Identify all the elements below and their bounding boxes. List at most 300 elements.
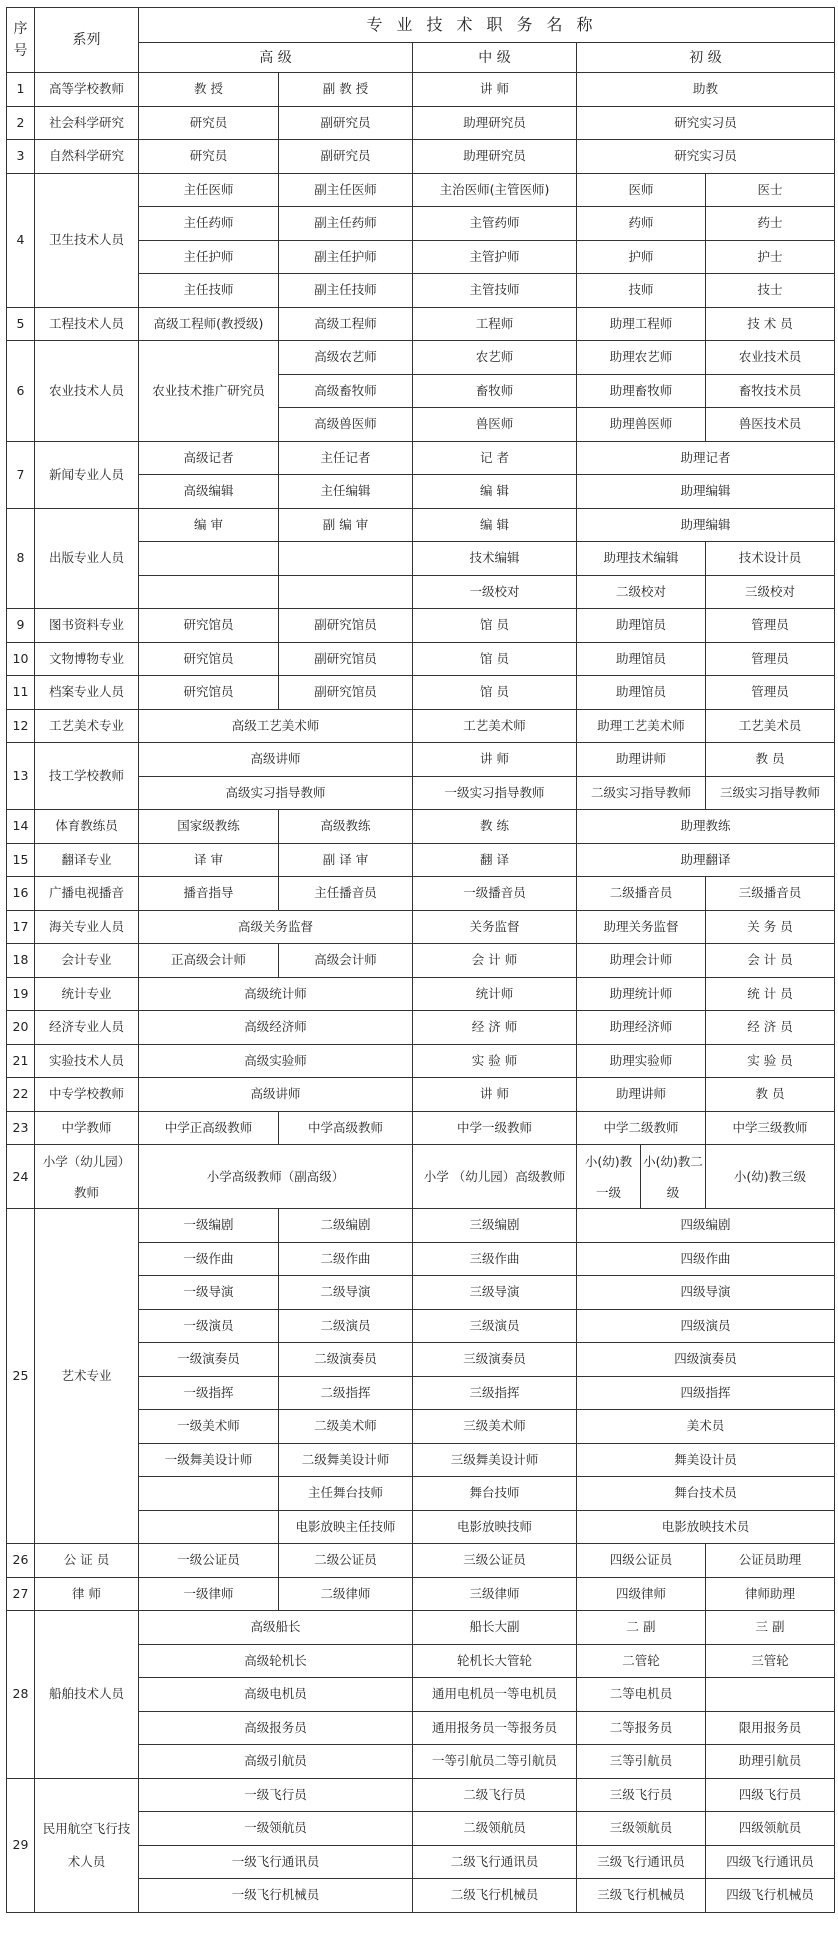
cell: 农业技术推广研究员 [139, 341, 279, 442]
cell: 四级飞行机械员 [706, 1879, 835, 1913]
cell: 工程师 [413, 307, 577, 341]
cell: 兽医师 [413, 408, 577, 442]
table-row [7, 441, 835, 475]
row-no: 17 [7, 910, 35, 944]
cell: 船长大副 [413, 1611, 577, 1645]
cell: 三级实习指导教师 [706, 776, 835, 810]
cell: 教 员 [706, 1078, 835, 1112]
cell: 轮机长大管轮 [413, 1644, 577, 1678]
cell: 二级演员 [279, 1309, 413, 1343]
cell: 副研究馆员 [279, 642, 413, 676]
cell: 播音指导 [139, 877, 279, 911]
cell: 三级飞行通讯员 [577, 1845, 706, 1879]
cell: 三级舞美设计师 [413, 1443, 577, 1477]
row-series: 自然科学研究 [35, 140, 139, 174]
table-row [7, 642, 835, 676]
cell: 主管药师 [413, 207, 577, 241]
cell: 二等电机员 [577, 1678, 706, 1712]
cell: 通用报务员一等报务员 [413, 1711, 577, 1745]
row-series: 中学教师 [35, 1111, 139, 1145]
row-no: 6 [7, 341, 35, 442]
cell: 律师助理 [706, 1577, 835, 1611]
cell: 四级导演 [577, 1276, 835, 1310]
row-no: 18 [7, 944, 35, 978]
cell: 主任技师 [139, 274, 279, 308]
row-no: 4 [7, 173, 35, 307]
table-row [7, 307, 835, 341]
cell: 助理经济师 [577, 1011, 706, 1045]
cell: 馆 员 [413, 642, 577, 676]
cell: 小学高级教师（副高级） [139, 1145, 413, 1209]
cell: 二级校对 [577, 575, 706, 609]
cell: 主治医师(主管医师) [413, 173, 577, 207]
cell: 二 副 [577, 1611, 706, 1645]
cell: 中学三级教师 [706, 1111, 835, 1145]
table-row [7, 73, 835, 107]
cell: 高级轮机长 [139, 1644, 413, 1678]
row-no: 10 [7, 642, 35, 676]
empty-cell [279, 542, 413, 576]
cell: 教 授 [139, 73, 279, 107]
row-series: 高等学校教师 [35, 73, 139, 107]
table-row [7, 140, 835, 174]
cell: 二等报务员 [577, 1711, 706, 1745]
cell: 研究实习员 [577, 106, 835, 140]
cell: 三级领航员 [577, 1812, 706, 1846]
table-row [7, 910, 835, 944]
cell: 工艺美术师 [413, 709, 577, 743]
row-series: 实验技术人员 [35, 1044, 139, 1078]
cell: 正高级会计师 [139, 944, 279, 978]
row-no: 28 [7, 1611, 35, 1779]
row-no: 21 [7, 1044, 35, 1078]
table-row [7, 1011, 835, 1045]
cell: 技术设计员 [706, 542, 835, 576]
cell: 小(幼)教一级 [577, 1145, 641, 1209]
cell: 副主任技师 [279, 274, 413, 308]
cell: 三级飞行员 [577, 1778, 706, 1812]
cell: 电影放映技师 [413, 1510, 577, 1544]
table-row [7, 508, 835, 542]
cell: 编 审 [139, 508, 279, 542]
cell: 主任医师 [139, 173, 279, 207]
cell: 研究馆员 [139, 609, 279, 643]
row-no: 9 [7, 609, 35, 643]
cell: 护师 [577, 240, 706, 274]
cell: 三级作曲 [413, 1242, 577, 1276]
cell: 护士 [706, 240, 835, 274]
cell: 助理统计师 [577, 977, 706, 1011]
table-row [7, 743, 835, 777]
cell: 研究实习员 [577, 140, 835, 174]
cell: 中学正高级教师 [139, 1111, 279, 1145]
row-no: 24 [7, 1145, 35, 1209]
cell: 一级领航员 [139, 1812, 413, 1846]
row-series: 农业技术人员 [35, 341, 139, 442]
cell: 三级播音员 [706, 877, 835, 911]
cell: 高级讲师 [139, 1078, 413, 1112]
row-series: 卫生技术人员 [35, 173, 139, 307]
row-no: 23 [7, 1111, 35, 1145]
row-series: 广播电视播音 [35, 877, 139, 911]
row-no: 25 [7, 1209, 35, 1544]
table-row [7, 843, 835, 877]
cell: 二级律师 [279, 1577, 413, 1611]
table-row [7, 1111, 835, 1145]
cell: 副 教 授 [279, 73, 413, 107]
cell: 四级演奏员 [577, 1343, 835, 1377]
cell: 高级经济师 [139, 1011, 413, 1045]
cell: 助理技术编辑 [577, 542, 706, 576]
row-series: 体育教练员 [35, 810, 139, 844]
cell: 四级领航员 [706, 1812, 835, 1846]
cell: 高级统计师 [139, 977, 413, 1011]
cell: 一级公证员 [139, 1544, 279, 1578]
cell: 药士 [706, 207, 835, 241]
cell: 助理讲师 [577, 743, 706, 777]
cell: 主任护师 [139, 240, 279, 274]
row-series: 工艺美术专业 [35, 709, 139, 743]
cell: 二级公证员 [279, 1544, 413, 1578]
cell: 高级畜牧师 [279, 374, 413, 408]
cell: 二级实习指导教师 [577, 776, 706, 810]
empty-cell [139, 542, 279, 576]
row-series: 统计专业 [35, 977, 139, 1011]
cell: 一级演员 [139, 1309, 279, 1343]
cell: 副研究馆员 [279, 676, 413, 710]
row-series: 翻译专业 [35, 843, 139, 877]
cell: 高级报务员 [139, 1711, 413, 1745]
cell: 助理编辑 [577, 508, 835, 542]
cell: 研究馆员 [139, 642, 279, 676]
cell: 中学二级教师 [577, 1111, 706, 1145]
cell: 助理实验师 [577, 1044, 706, 1078]
cell: 讲 师 [413, 73, 577, 107]
cell: 限用报务员 [706, 1711, 835, 1745]
cell: 小(幼)教二级 [641, 1145, 706, 1209]
table-row [7, 944, 835, 978]
cell: 电影放映主任技师 [279, 1510, 413, 1544]
cell: 主管技师 [413, 274, 577, 308]
cell: 一级飞行通讯员 [139, 1845, 413, 1879]
cell: 讲 师 [413, 1078, 577, 1112]
table-row [7, 1044, 835, 1078]
cell: 统 计 员 [706, 977, 835, 1011]
empty-cell [139, 575, 279, 609]
cell: 助理馆员 [577, 642, 706, 676]
header-row [7, 8, 835, 43]
table-row [7, 676, 835, 710]
row-no: 8 [7, 508, 35, 609]
cell: 三级飞行机械员 [577, 1879, 706, 1913]
cell: 助理编辑 [577, 475, 835, 509]
row-no: 16 [7, 877, 35, 911]
cell: 二管轮 [577, 1644, 706, 1678]
cell: 高级讲师 [139, 743, 413, 777]
cell: 小(幼)教三级 [706, 1145, 835, 1209]
cell: 馆 员 [413, 676, 577, 710]
cell: 四级飞行员 [706, 1778, 835, 1812]
cell: 助理工艺美术师 [577, 709, 706, 743]
cell: 二级舞美设计师 [279, 1443, 413, 1477]
cell: 医师 [577, 173, 706, 207]
cell: 研究员 [139, 140, 279, 174]
cell: 小学 （幼儿园）高级教师 [413, 1145, 577, 1209]
cell: 三级编剧 [413, 1209, 577, 1243]
table-row [7, 1577, 835, 1611]
cell: 三管轮 [706, 1644, 835, 1678]
cell [139, 1510, 279, 1544]
row-series: 经济专业人员 [35, 1011, 139, 1045]
cell: 二级作曲 [279, 1242, 413, 1276]
cell: 助理关务监督 [577, 910, 706, 944]
cell: 助理馆员 [577, 609, 706, 643]
cell: 助理会计师 [577, 944, 706, 978]
cell: 一级实习指导教师 [413, 776, 577, 810]
cell: 四级指挥 [577, 1376, 835, 1410]
table-row [7, 1544, 835, 1578]
cell: 主任记者 [279, 441, 413, 475]
cell: 美术员 [577, 1410, 835, 1444]
cell: 研究馆员 [139, 676, 279, 710]
cell: 编 辑 [413, 508, 577, 542]
cell: 一级导演 [139, 1276, 279, 1310]
header-middle: 中 级 [413, 43, 577, 73]
cell: 一级舞美设计师 [139, 1443, 279, 1477]
cell: 助理教练 [577, 810, 835, 844]
cell: 经 济 师 [413, 1011, 577, 1045]
cell: 四级公证员 [577, 1544, 706, 1578]
cell: 二级美术师 [279, 1410, 413, 1444]
header-title: 专业技术职务名称 [139, 8, 835, 43]
row-no: 22 [7, 1078, 35, 1112]
cell: 二级飞行机械员 [413, 1879, 577, 1913]
cell: 高级实习指导教师 [139, 776, 413, 810]
cell: 中学一级教师 [413, 1111, 577, 1145]
table-row [7, 709, 835, 743]
cell: 技士 [706, 274, 835, 308]
row-series: 文物博物专业 [35, 642, 139, 676]
cell: 高级船长 [139, 1611, 413, 1645]
cell: 高级兽医师 [279, 408, 413, 442]
cell: 农艺师 [413, 341, 577, 375]
cell: 副 译 审 [279, 843, 413, 877]
cell: 四级作曲 [577, 1242, 835, 1276]
cell: 高级引航员 [139, 1745, 413, 1779]
row-no: 13 [7, 743, 35, 810]
cell: 助理翻译 [577, 843, 835, 877]
table-row [7, 1145, 835, 1209]
row-series: 技工学校教师 [35, 743, 139, 810]
cell: 药师 [577, 207, 706, 241]
row-no: 19 [7, 977, 35, 1011]
cell: 二级编剧 [279, 1209, 413, 1243]
cell: 主任药师 [139, 207, 279, 241]
cell: 三 副 [706, 1611, 835, 1645]
cell: 二级领航员 [413, 1812, 577, 1846]
cell [706, 1678, 835, 1712]
cell: 管理员 [706, 609, 835, 643]
cell: 三级演员 [413, 1309, 577, 1343]
cell: 二级飞行通讯员 [413, 1845, 577, 1879]
cell: 副研究员 [279, 140, 413, 174]
cell: 一级飞行机械员 [139, 1879, 413, 1913]
cell: 舞台技师 [413, 1477, 577, 1511]
cell: 助理畜牧师 [577, 374, 706, 408]
row-series: 档案专业人员 [35, 676, 139, 710]
cell: 一级美术师 [139, 1410, 279, 1444]
row-no: 29 [7, 1778, 35, 1912]
row-no: 27 [7, 1577, 35, 1611]
cell: 讲 师 [413, 743, 577, 777]
cell: 三级律师 [413, 1577, 577, 1611]
cell: 一级指挥 [139, 1376, 279, 1410]
cell: 畜牧技术员 [706, 374, 835, 408]
cell: 经 济 员 [706, 1011, 835, 1045]
cell: 副主任护师 [279, 240, 413, 274]
cell: 一级作曲 [139, 1242, 279, 1276]
cell: 助理兽医师 [577, 408, 706, 442]
table-row [7, 1611, 835, 1645]
cell: 助教 [577, 73, 835, 107]
cell: 一级演奏员 [139, 1343, 279, 1377]
cell: 助理讲师 [577, 1078, 706, 1112]
cell: 教 练 [413, 810, 577, 844]
row-series: 海关专业人员 [35, 910, 139, 944]
cell: 研究员 [139, 106, 279, 140]
empty-cell [279, 575, 413, 609]
cell: 译 审 [139, 843, 279, 877]
cell: 管理员 [706, 642, 835, 676]
cell: 农业技术员 [706, 341, 835, 375]
cell: 一级律师 [139, 1577, 279, 1611]
cell: 馆 员 [413, 609, 577, 643]
row-series: 民用航空飞行技术人员 [35, 1778, 139, 1912]
cell: 高级工艺美术师 [139, 709, 413, 743]
row-series: 新闻专业人员 [35, 441, 139, 508]
cell: 关 务 员 [706, 910, 835, 944]
cell: 四级编剧 [577, 1209, 835, 1243]
cell: 副 编 审 [279, 508, 413, 542]
cell: 兽医技术员 [706, 408, 835, 442]
cell: 高级工程师(教授级) [139, 307, 279, 341]
cell: 舞台技术员 [577, 1477, 835, 1511]
row-series: 出版专业人员 [35, 508, 139, 609]
cell: 主任舞台技师 [279, 1477, 413, 1511]
cell: 副研究员 [279, 106, 413, 140]
cell: 三级演奏员 [413, 1343, 577, 1377]
cell: 三级美术师 [413, 1410, 577, 1444]
cell: 副主任药师 [279, 207, 413, 241]
table-row [7, 1078, 835, 1112]
cell: 二级演奏员 [279, 1343, 413, 1377]
table-row [7, 1209, 835, 1243]
row-series: 会计专业 [35, 944, 139, 978]
cell: 二级飞行员 [413, 1778, 577, 1812]
table-row [7, 609, 835, 643]
cell: 高级会计师 [279, 944, 413, 978]
cell: 畜牧师 [413, 374, 577, 408]
cell: 管理员 [706, 676, 835, 710]
table-row [7, 173, 835, 207]
cell: 三级校对 [706, 575, 835, 609]
cell: 实 验 员 [706, 1044, 835, 1078]
cell: 二级播音员 [577, 877, 706, 911]
cell: 国家级教练 [139, 810, 279, 844]
cell: 高级电机员 [139, 1678, 413, 1712]
row-no: 5 [7, 307, 35, 341]
cell: 技术编辑 [413, 542, 577, 576]
table-row [7, 341, 835, 375]
row-no: 12 [7, 709, 35, 743]
header-senior: 高 级 [139, 43, 413, 73]
cell: 电影放映技术员 [577, 1510, 835, 1544]
row-no: 3 [7, 140, 35, 174]
table-row [7, 106, 835, 140]
cell: 教 员 [706, 743, 835, 777]
cell: 一级播音员 [413, 877, 577, 911]
cell: 公证员助理 [706, 1544, 835, 1578]
row-series: 公 证 员 [35, 1544, 139, 1578]
row-no: 7 [7, 441, 35, 508]
cell: 技师 [577, 274, 706, 308]
row-no: 15 [7, 843, 35, 877]
row-series: 小学（幼儿园）教师 [35, 1145, 139, 1209]
cell: 四级律师 [577, 1577, 706, 1611]
cell: 一级飞行员 [139, 1778, 413, 1812]
cell: 副主任医师 [279, 173, 413, 207]
cell: 舞美设计员 [577, 1443, 835, 1477]
cell: 高级实验师 [139, 1044, 413, 1078]
cell: 高级农艺师 [279, 341, 413, 375]
cell: 高级编辑 [139, 475, 279, 509]
cell: 助理研究员 [413, 106, 577, 140]
table-row [7, 810, 835, 844]
cell: 三级指挥 [413, 1376, 577, 1410]
cell: 四级演员 [577, 1309, 835, 1343]
row-no: 11 [7, 676, 35, 710]
cell: 通用电机员一等电机员 [413, 1678, 577, 1712]
header-junior: 初 级 [577, 43, 835, 73]
cell: 技 术 员 [706, 307, 835, 341]
row-series: 中专学校教师 [35, 1078, 139, 1112]
cell: 三级公证员 [413, 1544, 577, 1578]
cell: 主任播音员 [279, 877, 413, 911]
cell: 助理研究员 [413, 140, 577, 174]
cell: 医士 [706, 173, 835, 207]
row-series: 工程技术人员 [35, 307, 139, 341]
cell: 高级工程师 [279, 307, 413, 341]
cell: 高级教练 [279, 810, 413, 844]
cell: 助理农艺师 [577, 341, 706, 375]
row-no: 20 [7, 1011, 35, 1045]
row-no: 14 [7, 810, 35, 844]
cell: 一等引航员二等引航员 [413, 1745, 577, 1779]
cell: 编 辑 [413, 475, 577, 509]
table-row [7, 877, 835, 911]
cell: 助理引航员 [706, 1745, 835, 1779]
cell: 四级飞行通讯员 [706, 1845, 835, 1879]
cell: 一级编剧 [139, 1209, 279, 1243]
cell: 副研究馆员 [279, 609, 413, 643]
cell: 统计师 [413, 977, 577, 1011]
cell: 关务监督 [413, 910, 577, 944]
cell [139, 1477, 279, 1511]
cell: 翻 译 [413, 843, 577, 877]
cell: 一级校对 [413, 575, 577, 609]
row-series: 艺术专业 [35, 1209, 139, 1544]
cell: 会 计 员 [706, 944, 835, 978]
